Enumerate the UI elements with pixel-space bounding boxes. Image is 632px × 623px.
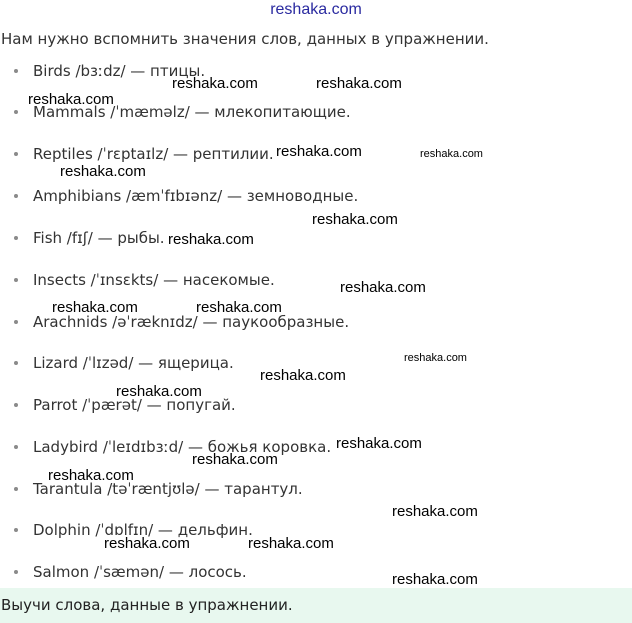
watermark: reshaka.com — [316, 75, 402, 92]
watermark: reshaka.com — [104, 535, 190, 552]
watermark: reshaka.com — [392, 571, 478, 588]
bullet-icon — [14, 110, 18, 114]
watermark: reshaka.com — [260, 367, 346, 384]
watermark: reshaka.com — [340, 279, 426, 296]
bullet-icon — [14, 487, 18, 491]
watermark: reshaka.com — [392, 503, 478, 520]
intro-text: Нам нужно вспомнить значения слов, данных в упражнении. — [1, 30, 489, 48]
vocab-entry: Birds /bɜːdz/ — птицы. — [33, 62, 206, 80]
watermark: reshaka.com — [276, 143, 362, 160]
site-title: reshaka.com — [270, 1, 362, 18]
bullet-icon — [14, 69, 18, 73]
vocab-entry: Dolphin /ˈdɒlfɪn/ — дельфин. — [33, 521, 253, 539]
bullet-icon — [14, 278, 18, 282]
task-banner — [0, 588, 632, 623]
watermark: reshaka.com — [404, 352, 467, 364]
bullet-icon — [14, 528, 18, 532]
watermark: reshaka.com — [172, 75, 258, 92]
vocab-entry: Arachnids /əˈræknɪdz/ — паукообразные. — [33, 313, 350, 331]
bullet-icon — [14, 152, 18, 156]
watermark: reshaka.com — [336, 435, 422, 452]
watermark: reshaka.com — [312, 211, 398, 228]
vocab-entry: Amphibians /æmˈfɪbɪənz/ — земноводные. — [33, 187, 359, 205]
watermark: reshaka.com — [248, 535, 334, 552]
watermark: reshaka.com — [196, 299, 282, 316]
watermark: reshaka.com — [192, 451, 278, 468]
bullet-icon — [14, 445, 18, 449]
vocab-entry: Reptiles /ˈrɛptaɪlz/ — рептилии. — [33, 145, 274, 163]
watermark: reshaka.com — [116, 383, 202, 400]
watermark: reshaka.com — [48, 467, 134, 484]
task-text: Выучи слова, данные в упражнении. — [1, 596, 293, 614]
vocab-entry: Lizard /ˈlɪzəd/ — ящерица. — [33, 354, 234, 372]
vocab-entry: Tarantula /təˈræntjʊlə/ — тарантул. — [33, 480, 303, 498]
bullet-icon — [14, 194, 18, 198]
watermark: reshaka.com — [60, 163, 146, 180]
watermark: reshaka.com — [28, 91, 114, 108]
bullet-icon — [14, 570, 18, 574]
bullet-icon — [14, 320, 18, 324]
watermark: reshaka.com — [52, 299, 138, 316]
bullet-icon — [14, 403, 18, 407]
vocab-entry: Salmon /ˈsæmən/ — лосось. — [33, 563, 247, 581]
bullet-icon — [14, 361, 18, 365]
vocab-entry: Fish /fɪʃ/ — рыбы. — [33, 229, 165, 247]
watermark: reshaka.com — [168, 231, 254, 248]
vocab-entry: Parrot /ˈpærət/ — попугай. — [33, 396, 236, 414]
vocab-entry: Insects /ˈɪnsɛkts/ — насекомые. — [33, 271, 275, 289]
vocab-entry: Ladybird /ˈleɪdɪbɜːd/ — божья коровка. — [33, 438, 332, 456]
vocab-entry: Mammals /ˈmæməlz/ — млекопитающие. — [33, 103, 351, 121]
bullet-icon — [14, 236, 18, 240]
watermark: reshaka.com — [420, 148, 483, 160]
